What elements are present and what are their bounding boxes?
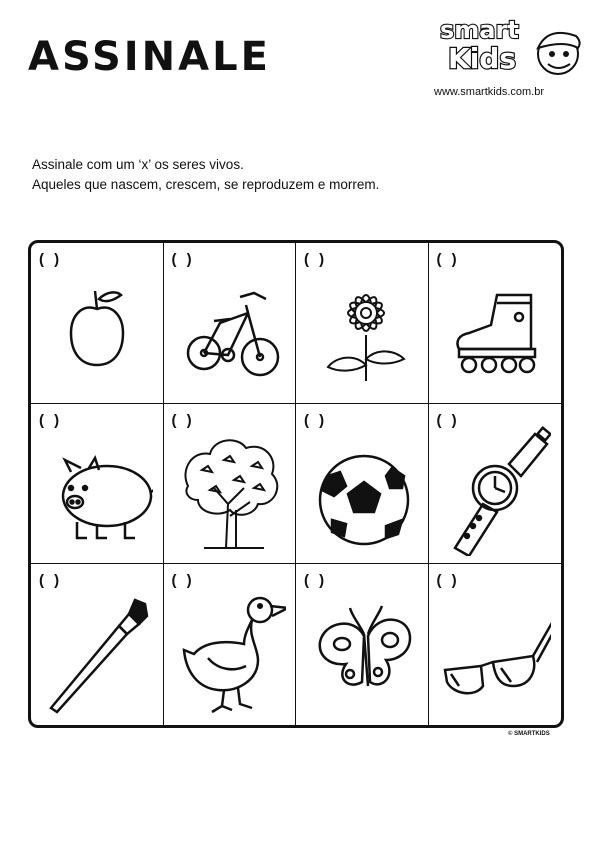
- tree-icon: [174, 426, 286, 556]
- checkbox[interactable]: ( ): [304, 251, 328, 268]
- grid-cell-butterfly[interactable]: [296, 564, 429, 725]
- soccer-ball-icon: [306, 426, 418, 556]
- page-title: ASSINALE: [28, 34, 271, 80]
- instruction-line-1: Assinale com um ‘x’ os seres vivos.: [32, 157, 244, 172]
- checkbox[interactable]: ( ): [304, 411, 328, 429]
- checkbox[interactable]: ( ): [171, 251, 195, 268]
- checkbox[interactable]: ( ): [39, 411, 63, 429]
- grid-cell-paintbrush[interactable]: [31, 564, 164, 725]
- checkbox[interactable]: ( ): [436, 572, 460, 590]
- grid-cell-tree[interactable]: [164, 404, 297, 565]
- grid-cell-pig[interactable]: [31, 404, 164, 565]
- grid-cell-bicycle[interactable]: [164, 243, 297, 404]
- copyright: © SMARTKIDS: [508, 731, 550, 737]
- checkbox[interactable]: ( ): [436, 251, 460, 268]
- grid-cell-roller-skate[interactable]: [429, 243, 562, 404]
- wristwatch-icon: [439, 426, 551, 556]
- sunglasses-icon: [439, 586, 551, 716]
- paintbrush-icon: [41, 586, 153, 716]
- bicycle-icon: [174, 265, 286, 395]
- checkbox[interactable]: ( ): [304, 572, 328, 590]
- grid-cell-apple[interactable]: [31, 243, 164, 404]
- worksheet-grid: [28, 240, 564, 728]
- grid-cell-wristwatch[interactable]: [429, 404, 562, 565]
- grid-cell-sunflower[interactable]: [296, 243, 429, 404]
- svg-text:smart: smart: [440, 16, 519, 44]
- pig-icon: [41, 426, 153, 556]
- sunflower-icon: [306, 265, 418, 395]
- svg-text:Kids: Kids: [448, 42, 517, 75]
- smartkids-logo: [436, 10, 586, 80]
- checkbox[interactable]: ( ): [436, 411, 460, 429]
- apple-icon: [41, 265, 153, 395]
- roller-skate-icon: [439, 265, 551, 395]
- checkbox[interactable]: ( ): [171, 411, 195, 429]
- duck-icon: [174, 586, 286, 716]
- checkbox[interactable]: ( ): [171, 572, 195, 590]
- website-url: www.smartkids.com.br: [434, 86, 545, 98]
- instructions: [32, 155, 379, 195]
- checkbox[interactable]: ( ): [39, 251, 63, 268]
- butterfly-icon: [306, 586, 418, 716]
- grid-cell-soccer-ball[interactable]: [296, 404, 429, 565]
- grid-cell-duck[interactable]: [164, 564, 297, 725]
- instruction-line-2: Aqueles que nascem, crescem, se reproduzem e morrem.: [32, 177, 380, 192]
- grid-cell-sunglasses[interactable]: [429, 564, 562, 725]
- checkbox[interactable]: ( ): [39, 572, 63, 590]
